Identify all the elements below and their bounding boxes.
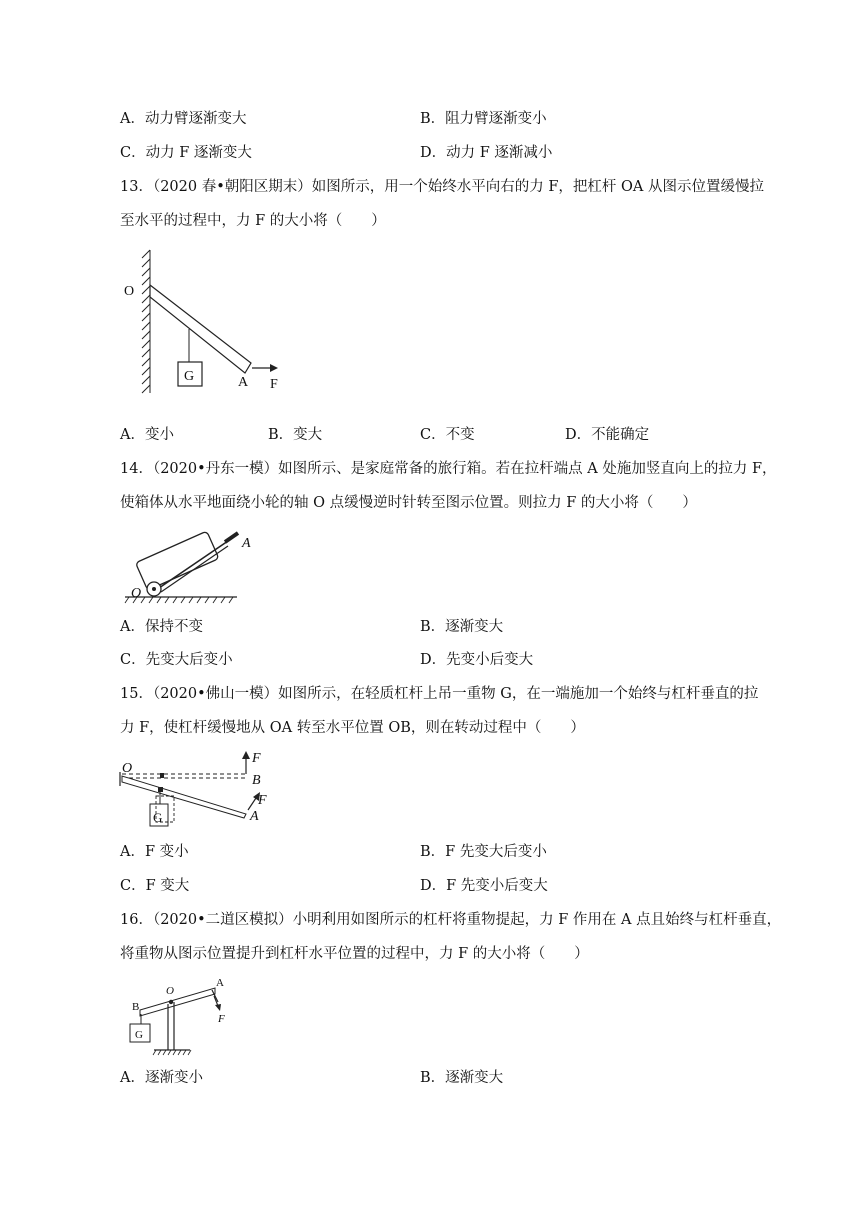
q13-option-b: B．变大 <box>268 427 323 443</box>
q12-option-b: B．阻力臂逐渐变小 <box>420 111 547 127</box>
q16-option-a: A．逐渐变小 <box>120 1070 203 1086</box>
q16-stem-line1: 16．（2020•二道区模拟）小明利用如图所示的杠杆将重物提起，力 F 作用在 A 点且始终与杠杆垂直， <box>120 912 782 928</box>
q15-option-a: A．F 变小 <box>120 844 189 860</box>
q14-option-b: B．逐渐变大 <box>420 619 504 635</box>
q12-option-a: A．动力臂逐渐变大 <box>120 111 247 127</box>
q16-label-A: A <box>216 977 224 989</box>
q15-label-G: G <box>153 810 163 825</box>
q13-option-a: A．变小 <box>120 427 174 443</box>
q13-label-G: G <box>184 369 195 384</box>
q13-label-O: O <box>124 284 135 299</box>
q16-label-F: F <box>218 1013 225 1025</box>
q13-label-A: A <box>238 375 249 390</box>
q14-option-c: C．先变大后变小 <box>120 652 233 668</box>
q16-option-b: B．逐渐变大 <box>420 1070 504 1086</box>
q16-stem-line2: 将重物从图示位置提升到杠杆水平位置的过程中，力 F 的大小将（ ） <box>120 946 589 962</box>
q15-stem-line1: 15．（2020•佛山一模）如图所示，在轻质杠杆上吊一重物 G，在一端施加一个始终与杠杆垂直的拉 <box>120 686 759 702</box>
q14-option-d: D．先变小后变大 <box>420 652 534 668</box>
q15-label-F-top: F <box>252 751 261 766</box>
q14-option-a: A．保持不变 <box>120 619 203 635</box>
q14-label-O: O <box>131 586 142 601</box>
q12-option-c: C．动力 F 逐渐变大 <box>120 145 252 161</box>
q15-label-O: O <box>122 761 133 776</box>
q15-option-b: B．F 先变大后变小 <box>420 844 547 860</box>
q13-label-F: F <box>270 377 278 392</box>
q13-option-c: C．不变 <box>420 427 475 443</box>
q16-label-G: G <box>135 1029 143 1041</box>
q15-figure <box>118 746 278 836</box>
q13-stem-line2: 至水平的过程中，力 F 的大小将（ ） <box>120 213 386 229</box>
q16-label-O: O <box>166 985 174 997</box>
q16-figure <box>120 972 240 1057</box>
q14-stem-line1: 14．（2020•丹东一模）如图所示、是家庭常备的旅行箱。若在拉杆端点 A 处施加竖直向上的拉力 F， <box>120 461 777 477</box>
q14-stem-line2: 使箱体从水平地面绕小轮的轴 O 点缓慢逆时针转至图示位置。则拉力 F 的大小将（ ） <box>120 495 697 511</box>
q13-option-d: D．不能确定 <box>565 427 650 443</box>
q15-option-d: D．F 先变小后变大 <box>420 878 548 894</box>
q15-label-F-mid: F <box>258 793 267 808</box>
q13-figure <box>120 245 300 395</box>
q16-label-B: B <box>132 1001 140 1013</box>
q14-label-A: A <box>242 536 251 551</box>
q15-stem-line2: 力 F，使杠杆缓慢地从 OA 转至水平位置 OB，则在转动过程中（ ） <box>120 720 585 736</box>
q15-label-A: A <box>250 809 259 824</box>
q13-stem-line1: 13．（2020 春•朝阳区期末）如图所示，用一个始终水平向右的力 F，把杠杆 OA 从图示位置缓慢拉 <box>120 179 765 195</box>
q14-figure <box>125 525 251 605</box>
q15-label-B: B <box>252 773 261 788</box>
q12-option-d: D．动力 F 逐渐减小 <box>420 145 553 161</box>
q15-option-c: C．F 变大 <box>120 878 190 894</box>
